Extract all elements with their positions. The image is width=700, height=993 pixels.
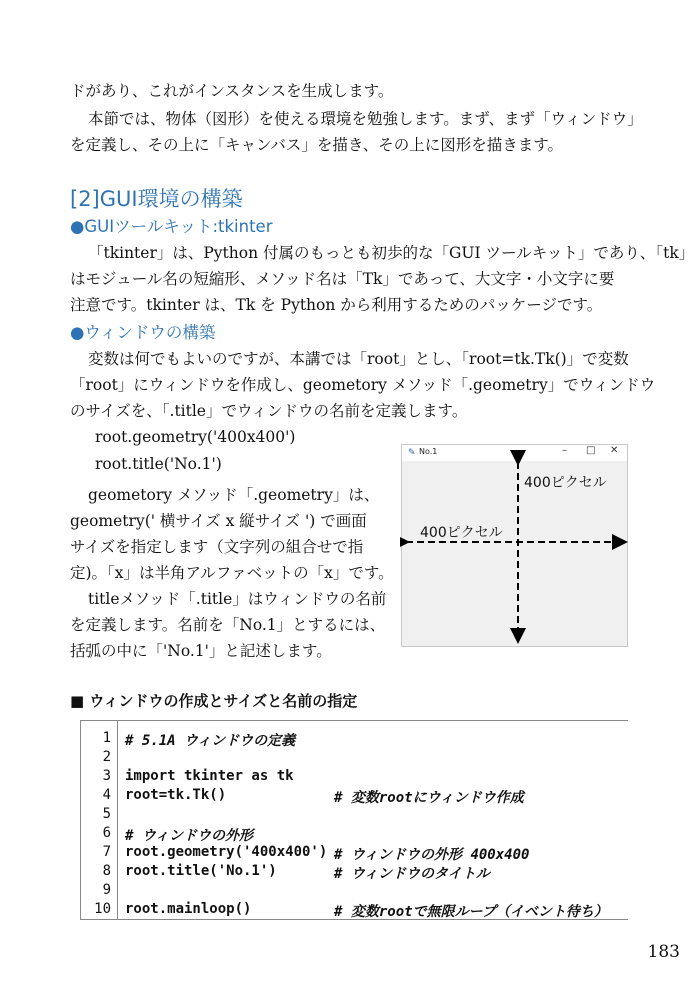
code-listing [80,720,628,920]
feather-icon: ✎ [408,448,416,458]
intro-line-2: 本節では、物体（図形）を使える環境を勉強します。まず、まず「ウィンドウ」 [88,110,643,128]
code-comment: # 変数rootにウィンドウ作成 [334,790,524,806]
vertical-size-label: 400ピクセル [524,475,607,491]
section-title: [2]GUI環境の構築 [70,187,243,211]
code-line: # 5.1A ウィンドウの定義 [125,733,296,749]
para2-line-1: 変数は何でもよいのですが、本講では「root」とし、「root=tk.Tk()」で変数 [88,350,629,368]
maximize-icon: □ [586,445,596,456]
code-line: import tkinter as tk [125,768,294,784]
line-number: 8 [102,863,111,879]
line-number: 2 [102,749,111,765]
line-number: 10 [94,901,111,917]
para2-line-2: 「root」にウィンドウを作成し、geometory メソッド「.geometry」でウィンドウ [70,376,656,394]
para2-line-3: のサイズを、「.title」でウィンドウの名前を定義します。 [70,402,468,420]
para1-line-2: はモジュール名の短縮形、メソッド名は「Tk」であって、大文字・小文字に要 [70,270,615,288]
line-number: 1 [102,730,111,746]
para3-line-4: 定)。「x」は半角アルファベットの「x」です。 [70,564,394,582]
code-line: root.title('No.1') [125,863,277,879]
code-line: root.geometry('400x400') [125,844,328,860]
line-number: 3 [102,768,111,784]
horizontal-size-label: 400ピクセル [420,525,503,541]
intro-line-3: を定義し、その上に「キャンバス」を描き、その上に図形を描きます。 [70,136,564,154]
line-number: 7 [102,844,111,860]
page-number: 183 [647,942,680,962]
code-comment: # ウィンドウの外形 400x400 [334,847,530,863]
code-comment: # 変数rootで無限ループ（イベント待ち） [334,904,608,920]
para3-line-2: geometry(' 横サイズ x 縦サイズ ') で画面 [70,512,367,530]
para3-line-1: geometory メソッド「.geometry」は、 [88,486,380,504]
example-code-geometry: root.geometry('400x400') [95,428,296,446]
para3-line-5: titleメソッド「.title」はウィンドウの名前 [88,590,387,608]
line-number: 9 [102,882,111,898]
line-number: 5 [102,806,111,822]
subsection-tkinter: ●GUIツールキット:tkinter [70,217,273,236]
line-number: 6 [102,825,111,841]
subsection-window: ●ウィンドウの構築 [70,323,216,342]
code-line: root=tk.Tk() [125,787,227,803]
intro-line-1: ドがあり、これがインスタンスを生成します。 [70,82,394,100]
para3 [70,482,394,664]
code-comment: # ウィンドウのタイトル [334,866,490,882]
para1-line-1: 「tkinter」は、Python 付属のもっとも初歩的な「GUI ツールキット」であり、「tk」 [88,244,695,262]
para3-line-7: 括弧の中に「'No.1'」と記述します。 [70,642,332,660]
example-code-title: root.title('No.1') [95,455,222,473]
minimize-icon: – [562,445,567,456]
line-number: 4 [102,787,111,803]
code-line: root.mainloop() [125,901,252,917]
window-title: No.1 [419,447,438,456]
para3-line-3: サイズを指定します（文字列の組合せで指 [70,538,364,556]
code-heading: ■ ウィンドウの作成とサイズと名前の指定 [70,692,358,710]
para3-line-6: を定義します。名前を「No.1」とするには、 [70,616,386,634]
para1-line-3: 注意です。tkinter は、Tk を Python から利用するためのパッケージです。 [70,296,603,314]
code-line: # ウィンドウの外形 [125,828,254,844]
close-icon: ✕ [610,445,619,456]
